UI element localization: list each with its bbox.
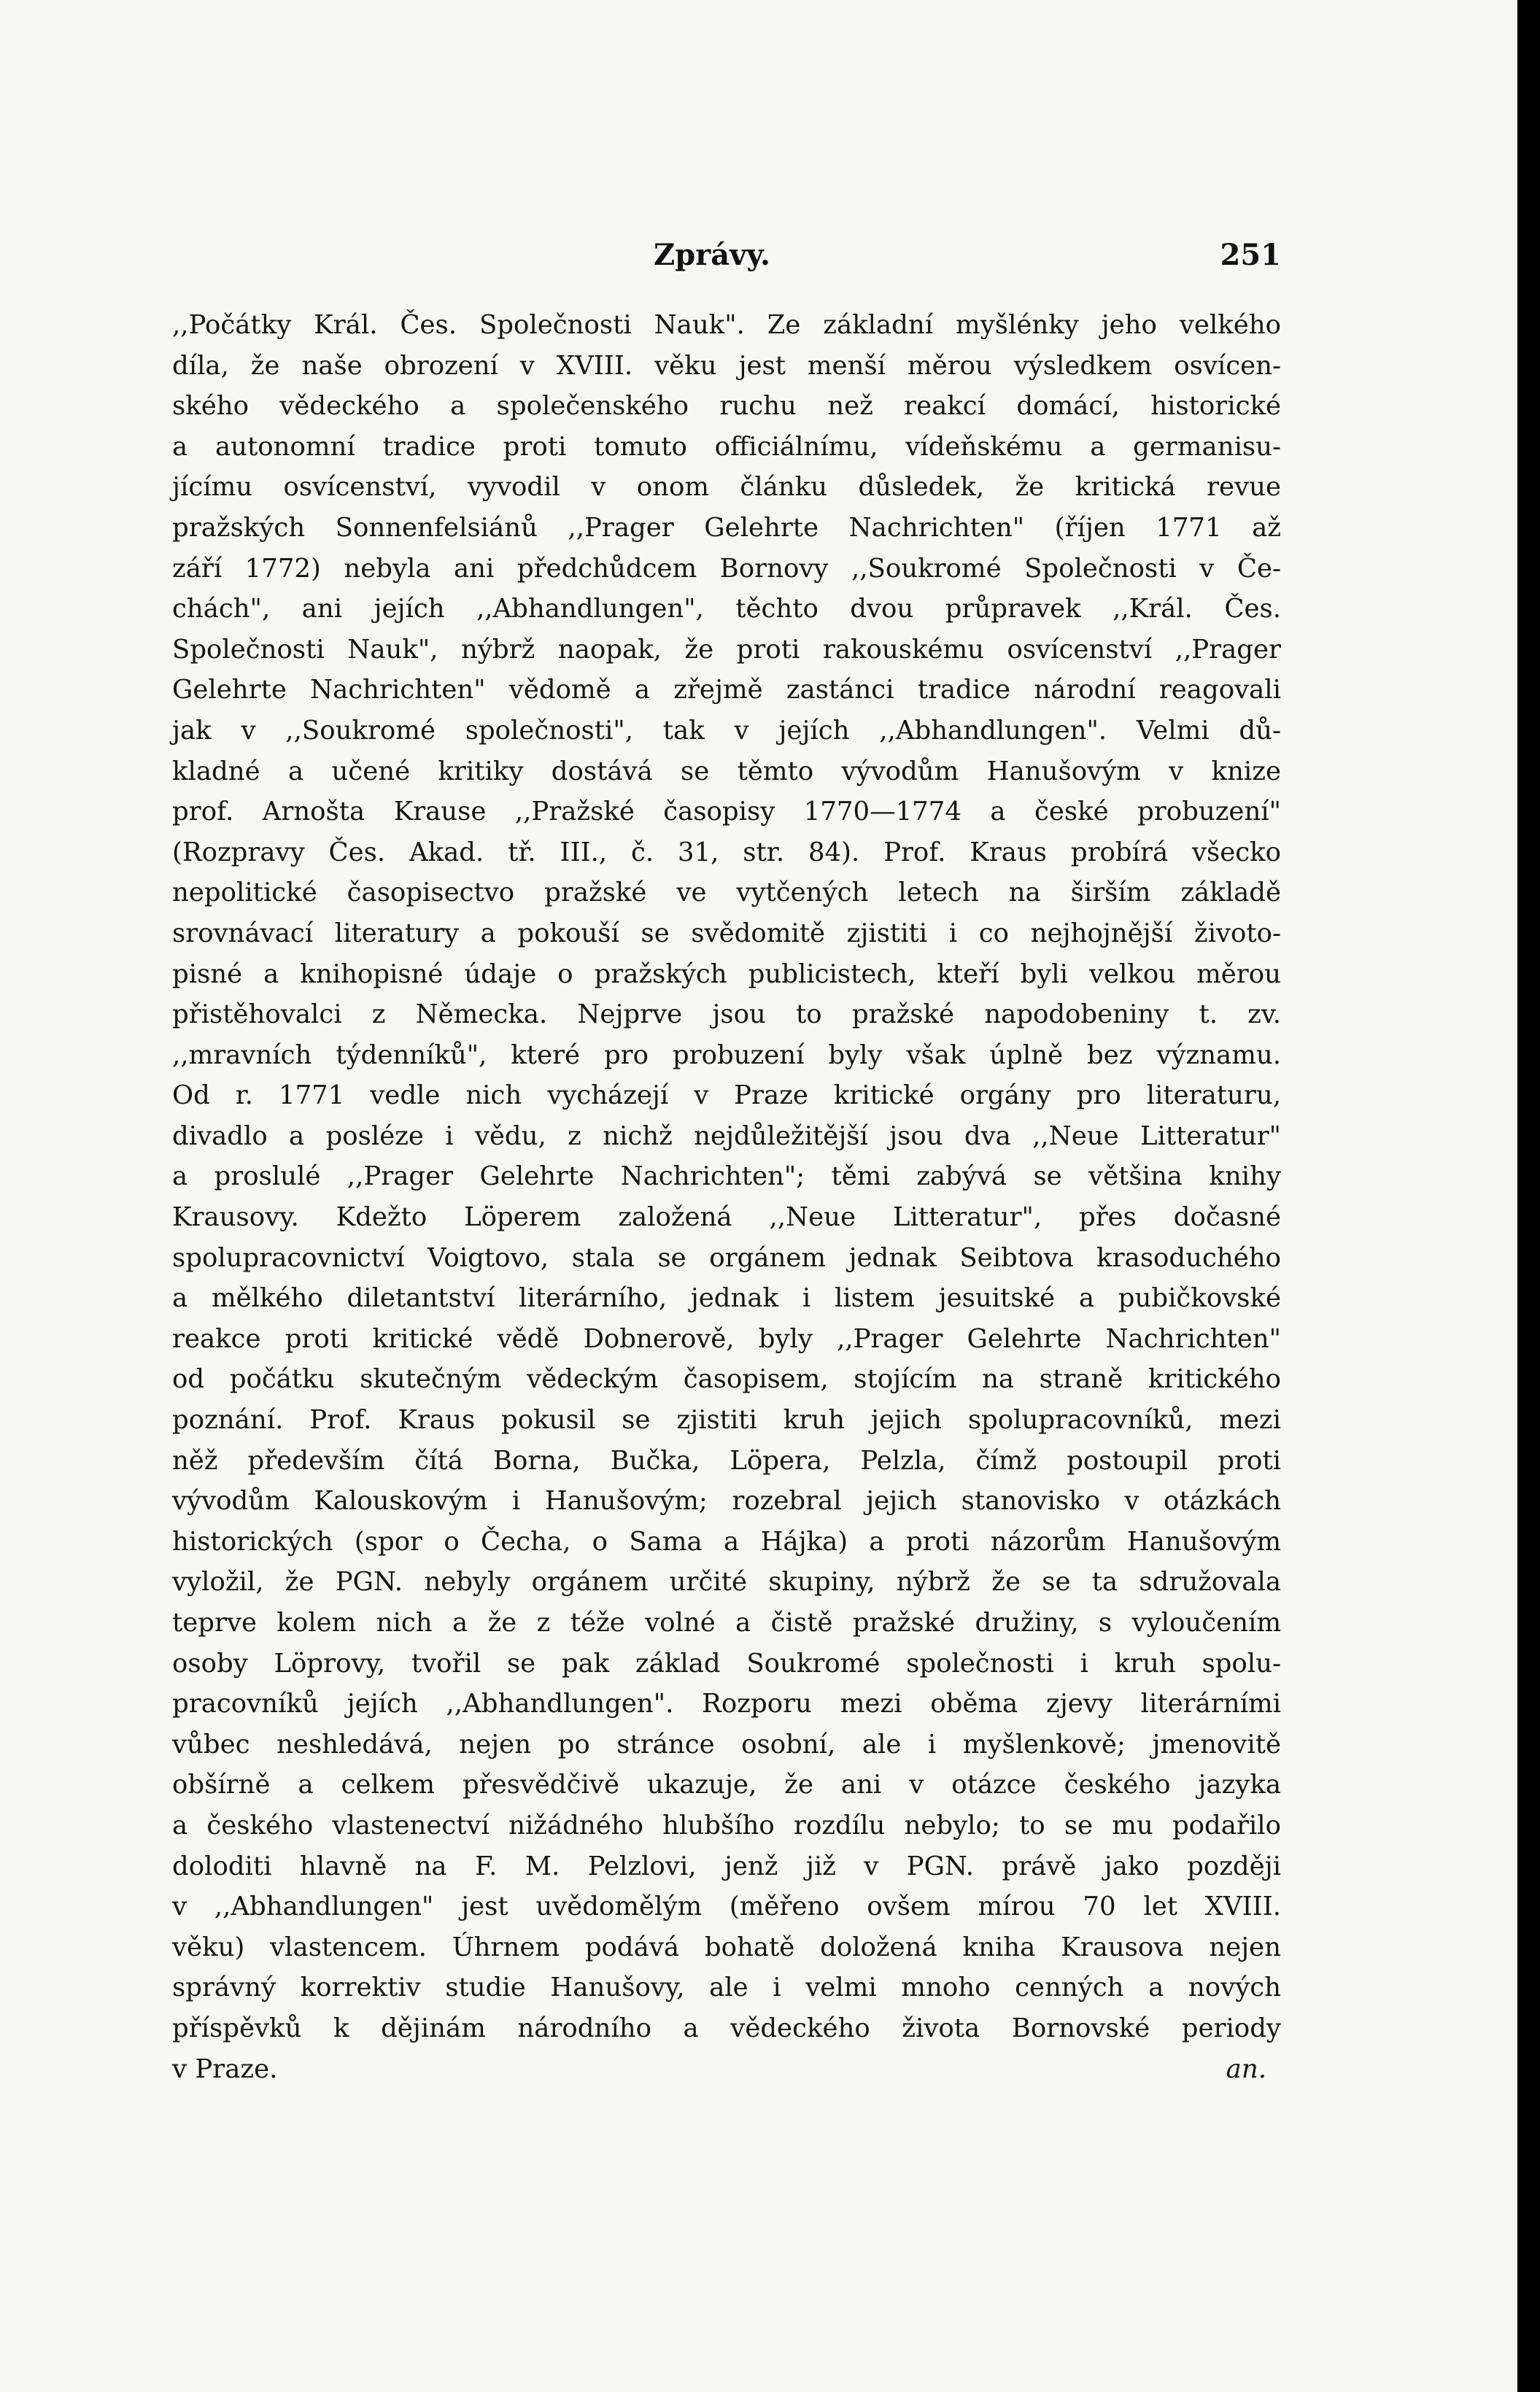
text-line: chách", ani jejích ,,Abhandlungen", těchto dvou průpravek ,,Král. Čes. xyxy=(172,594,1281,624)
text-line: osoby Löprovy, tvořil se pak základ Soukromé společnosti i kruh spolu- xyxy=(172,1648,1281,1679)
text-line: září 1772) nebyla ani předchůdcem Bornovy ,,Soukromé Společnosti v Če- xyxy=(172,553,1281,584)
text-line: divadlo a posléze i vědu, z nichž nejdůležitější jsou dva ,,Neue Litteratur" xyxy=(172,1120,1281,1151)
section-title: Zprávy. xyxy=(654,238,770,272)
text-line: pracovníků jejích ,,Abhandlungen". Rozporu mezi oběma zjevy literárními xyxy=(172,1689,1281,1719)
text-line: a českého vlastenectví nižádného hlubšího rozdílu nebylo; to se mu podařilo xyxy=(172,1810,1281,1841)
text-line: Od r. 1771 vedle nich vycházejí v Praze kritické orgány pro literaturu, xyxy=(172,1080,1281,1111)
text-line: správný korrektiv studie Hanušovy, ale i velmi mnoho cenných a nových xyxy=(172,1973,1281,2003)
text-line: vývodům Kalouskovým i Hanušovým; rozebral jejich stanovisko v otázkách xyxy=(172,1486,1281,1517)
text-line: obšírně a celkem přesvědčivě ukazuje, že ani v otázce českého jazyka xyxy=(172,1770,1281,1800)
running-header xyxy=(172,238,1281,282)
text-line: něž především čítá Borna, Bučka, Löpera, Pelzla, čímž postoupil proti xyxy=(172,1445,1281,1476)
text-line: vyložil, že PGN. nebyly orgánem určité skupiny, nýbrž že se ta sdružovala xyxy=(172,1567,1281,1598)
text-line: (Rozpravy Čes. Akad. tř. III., č. 31, str. 84). Prof. Kraus probírá všecko xyxy=(172,837,1281,867)
author-signature: an. xyxy=(1226,2054,1266,2084)
text-line: a autonomní tradice proti tomuto officiálnímu, vídeňskému a germanisu- xyxy=(172,431,1281,462)
text-line: Společnosti Nauk", nýbrž naopak, že proti rakouskému osvícenství ,,Prager xyxy=(172,634,1281,665)
text-line: pisné a knihopisné údaje o pražských publicistech, kteří byli velkou měrou xyxy=(172,959,1281,989)
text-line: díla, že naše obrození v XVIII. věku jest menší měrou výsledkem osvícen- xyxy=(172,350,1281,381)
text-line: jak v ,,Soukromé společnosti", tak v jejích ,,Abhandlungen". Velmi dů- xyxy=(172,715,1281,746)
text-line: teprve kolem nich a že z téže volné a čistě pražské družiny, s vyloučením xyxy=(172,1608,1281,1638)
text-line: srovnávací literatury a pokouší se svědomitě zjistiti i co nejhojnější životo- xyxy=(172,918,1281,948)
text-line: doloditi hlavně na F. M. Pelzlovi, jenž již v PGN. právě jako později xyxy=(172,1851,1281,1881)
article-body xyxy=(172,305,1281,2089)
text-line: od počátku skutečným vědeckým časopisem, stojícím na straně kritického xyxy=(172,1364,1281,1395)
text-line: pražských Sonnenfelsiánů ,,Prager Gelehrte Nachrichten" (říjen 1771 až xyxy=(172,512,1281,543)
text-line: ského vědeckého a společenského ruchu než reakcí domácí, historické xyxy=(172,391,1281,422)
text-line: kladné a učené kritiky dostává se těmto vývodům Hanušovým v knize xyxy=(172,756,1281,786)
text-line: historických (spor o Čecha, o Sama a Hájka) a proti názorům Hanušovým xyxy=(172,1526,1281,1557)
text-line: a mělkého diletantství literárního, jednak i listem jesuitské a pubičkovské xyxy=(172,1283,1281,1314)
text-line: poznání. Prof. Kraus pokusil se zjistiti kruh jejich spolupracovníků, mezi xyxy=(172,1405,1281,1436)
text-line: věku) vlastencem. Úhrnem podává bohatě doložená kniha Krausova nejen xyxy=(172,1932,1281,1962)
text-line: ,,mravních týdenníků", které pro probuzení byly však úplně bez významu. xyxy=(172,1040,1281,1070)
page-number: 251 xyxy=(1220,238,1281,272)
text-line: nepolitické časopisectvo pražské ve vytčených letech na širším základě xyxy=(172,878,1281,908)
text-line: v ,,Abhandlungen" jest uvědomělým (měřeno ovšem mírou 70 let XVIII. xyxy=(172,1892,1281,1922)
text-line: příspěvků k dějinám národního a vědeckého života Bornovské periody xyxy=(172,2013,1281,2043)
text-line: jícímu osvícenství, vyvodil v onom článku důsledek, že kritická revue xyxy=(172,472,1281,503)
text-line: Gelehrte Nachrichten" vědomě a zřejmě zastánci tradice národní reagovali xyxy=(172,675,1281,705)
text-line: ,,Počátky Král. Čes. Společnosti Nauk". Ze základní myšlénky jeho velkého xyxy=(172,310,1281,340)
text-line: vůbec neshledává, nejen po stránce osobní, ale i myšlenkově; jmenovitě xyxy=(172,1729,1281,1760)
text-line: reakce proti kritické vědě Dobnerově, byly ,,Prager Gelehrte Nachrichten" xyxy=(172,1323,1281,1354)
text-line: spolupracovnictví Voigtovo, stala se orgánem jednak Seibtova krasoduchého xyxy=(172,1242,1281,1273)
text-line: Krausovy. Kdežto Löperem založená ,,Neue Litteratur", přes dočasné xyxy=(172,1202,1281,1233)
text-line: a proslulé ,,Prager Gelehrte Nachrichten"; těmi zabývá se většina knihy xyxy=(172,1161,1281,1192)
closing-text: v Praze. xyxy=(172,2054,278,2084)
text-line: přistěhovalci z Německa. Nejprve jsou to pražské napodobeniny t. zv. xyxy=(172,999,1281,1030)
closing-line xyxy=(172,2049,1281,2090)
text-line: prof. Arnošta Krause ,,Pražské časopisy 1770—1774 a české probuzení" xyxy=(172,797,1281,827)
